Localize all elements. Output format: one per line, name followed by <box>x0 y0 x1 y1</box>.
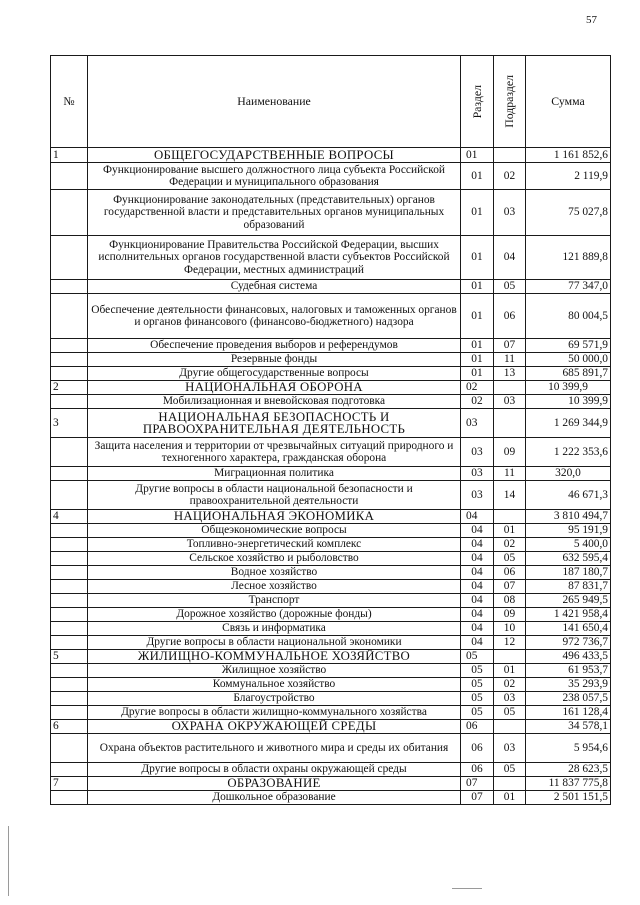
row-razdel: 01 <box>461 353 494 367</box>
table-row <box>51 566 611 580</box>
row-name: Миграционная политика <box>88 467 461 481</box>
row-summa: 69 571,9 <box>526 339 611 353</box>
row-number <box>51 580 88 594</box>
table-row <box>51 763 611 777</box>
row-number: 6 <box>51 720 88 734</box>
row-number <box>51 692 88 706</box>
row-number <box>51 524 88 538</box>
row-number: 7 <box>51 777 88 791</box>
row-name: ОХРАНА ОКРУЖАЮЩЕЙ СРЕДЫ <box>88 720 461 734</box>
row-summa: 35 293,9 <box>526 678 611 692</box>
header-razdel <box>461 56 494 148</box>
row-podrazdel: 03 <box>494 734 526 763</box>
row-summa: 496 433,5 <box>526 650 611 664</box>
row-podrazdel: 11 <box>494 353 526 367</box>
table-row <box>51 636 611 650</box>
row-number <box>51 734 88 763</box>
row-podrazdel: 04 <box>494 236 526 280</box>
row-podrazdel: 07 <box>494 339 526 353</box>
row-podrazdel: 06 <box>494 294 526 339</box>
table-row <box>51 236 611 280</box>
row-razdel: 06 <box>461 763 494 777</box>
budget-table <box>50 55 611 805</box>
row-summa: 265 949,5 <box>526 594 611 608</box>
row-podrazdel: 02 <box>494 678 526 692</box>
row-name: Другие вопросы в области национальной экономики <box>88 636 461 650</box>
row-razdel: 01 <box>461 236 494 280</box>
row-number <box>51 467 88 481</box>
table-row <box>51 339 611 353</box>
row-razdel: 02 <box>461 381 494 395</box>
row-name: НАЦИОНАЛЬНАЯ ЭКОНОМИКА <box>88 510 461 524</box>
row-razdel: 06 <box>461 734 494 763</box>
row-number <box>51 236 88 280</box>
row-name: ОБЩЕГОСУДАРСТВЕННЫЕ ВОПРОСЫ <box>88 148 461 163</box>
row-number <box>51 438 88 467</box>
row-name: Функционирование Правительства Российской Федерации, высших исполнительных органов государственной власти субъектов Российской Федерации, местных администраций <box>88 236 461 280</box>
row-summa: 87 831,7 <box>526 580 611 594</box>
row-summa: 80 004,5 <box>526 294 611 339</box>
table-header-row <box>51 56 611 148</box>
row-razdel: 05 <box>461 664 494 678</box>
row-name: НАЦИОНАЛЬНАЯ ОБОРОНА <box>88 381 461 395</box>
table-row <box>51 622 611 636</box>
row-summa: 3 810 494,7 <box>526 510 611 524</box>
row-number <box>51 163 88 190</box>
page-number: 57 <box>586 14 597 26</box>
row-razdel: 07 <box>461 777 494 791</box>
row-podrazdel: 02 <box>494 163 526 190</box>
row-podrazdel: 12 <box>494 636 526 650</box>
table-row <box>51 163 611 190</box>
row-razdel: 01 <box>461 294 494 339</box>
row-number <box>51 566 88 580</box>
row-razdel: 04 <box>461 594 494 608</box>
table-body <box>51 148 611 805</box>
row-name: ОБРАЗОВАНИЕ <box>88 777 461 791</box>
row-name: Другие вопросы в области жилищно-коммунального хозяйства <box>88 706 461 720</box>
row-number <box>51 622 88 636</box>
row-name: Сельское хозяйство и рыболовство <box>88 552 461 566</box>
row-razdel: 01 <box>461 190 494 236</box>
row-podrazdel: 10 <box>494 622 526 636</box>
row-summa: 161 128,4 <box>526 706 611 720</box>
row-name: Обеспечение деятельности финансовых, налоговых и таможенных органов и органов финансового (финансово-бюджетного) надзора <box>88 294 461 339</box>
row-razdel: 04 <box>461 636 494 650</box>
table-row <box>51 791 611 805</box>
row-number <box>51 395 88 409</box>
row-number <box>51 339 88 353</box>
row-razdel: 07 <box>461 791 494 805</box>
row-number: 3 <box>51 409 88 438</box>
table-row <box>51 481 611 510</box>
row-number <box>51 664 88 678</box>
row-name: Резервные фонды <box>88 353 461 367</box>
row-name: ЖИЛИЩНО-КОММУНАЛЬНОЕ ХОЗЯЙСТВО <box>88 650 461 664</box>
row-podrazdel: 01 <box>494 664 526 678</box>
row-summa: 5 400,0 <box>526 538 611 552</box>
row-summa: 320,0 <box>526 467 611 481</box>
row-summa: 685 891,7 <box>526 367 611 381</box>
table-row <box>51 552 611 566</box>
row-podrazdel <box>494 777 526 791</box>
table-row <box>51 395 611 409</box>
row-summa: 5 954,6 <box>526 734 611 763</box>
row-summa: 632 595,4 <box>526 552 611 566</box>
table-row <box>51 706 611 720</box>
row-number <box>51 367 88 381</box>
row-podrazdel: 05 <box>494 552 526 566</box>
row-podrazdel: 03 <box>494 395 526 409</box>
row-name: Другие общегосударственные вопросы <box>88 367 461 381</box>
table-row <box>51 692 611 706</box>
row-name: Транспорт <box>88 594 461 608</box>
row-number <box>51 538 88 552</box>
row-razdel: 03 <box>461 481 494 510</box>
row-name: Другие вопросы в области национальной безопасности и правоохранительной деятельности <box>88 481 461 510</box>
row-name: Функционирование законодательных (представительных) органов государственной власти и представительных органов муниципальных образований <box>88 190 461 236</box>
header-razdel-label: Раздел <box>469 84 484 119</box>
row-razdel: 01 <box>461 280 494 294</box>
row-number <box>51 280 88 294</box>
header-summa: Сумма <box>526 56 611 148</box>
row-podrazdel: 07 <box>494 580 526 594</box>
row-name: Судебная система <box>88 280 461 294</box>
row-number: 2 <box>51 381 88 395</box>
row-razdel: 01 <box>461 339 494 353</box>
row-number: 5 <box>51 650 88 664</box>
row-podrazdel: 09 <box>494 438 526 467</box>
row-podrazdel: 01 <box>494 791 526 805</box>
table-row <box>51 467 611 481</box>
row-name: Функционирование высшего должностного лица субъекта Российской Федерации и муниципального образования <box>88 163 461 190</box>
row-podrazdel: 05 <box>494 706 526 720</box>
row-summa: 1 222 353,6 <box>526 438 611 467</box>
row-name: Дорожное хозяйство (дорожные фонды) <box>88 608 461 622</box>
row-name: Коммунальное хозяйство <box>88 678 461 692</box>
row-number <box>51 594 88 608</box>
row-number <box>51 190 88 236</box>
row-podrazdel <box>494 409 526 438</box>
row-number <box>51 481 88 510</box>
row-summa: 972 736,7 <box>526 636 611 650</box>
row-razdel: 02 <box>461 395 494 409</box>
row-podrazdel: 05 <box>494 280 526 294</box>
section-row <box>51 148 611 163</box>
row-name: Защита населения и территории от чрезвычайных ситуаций природного и техногенного характера, гражданская оборона <box>88 438 461 467</box>
row-number: 1 <box>51 148 88 163</box>
row-razdel: 01 <box>461 367 494 381</box>
row-podrazdel: 06 <box>494 566 526 580</box>
row-razdel: 01 <box>461 163 494 190</box>
row-name: Охрана объектов растительного и животного мира и среды их обитания <box>88 734 461 763</box>
row-razdel: 05 <box>461 692 494 706</box>
row-razdel: 01 <box>461 148 494 163</box>
table-row <box>51 524 611 538</box>
table-row <box>51 280 611 294</box>
row-podrazdel: 05 <box>494 763 526 777</box>
table-row <box>51 190 611 236</box>
row-name: НАЦИОНАЛЬНАЯ БЕЗОПАСНОСТЬ И ПРАВООХРАНИТЕЛЬНАЯ ДЕЯТЕЛЬНОСТЬ <box>88 409 461 438</box>
row-summa: 11 837 775,8 <box>526 777 611 791</box>
row-summa: 1 269 344,9 <box>526 409 611 438</box>
table-row <box>51 734 611 763</box>
row-podrazdel: 08 <box>494 594 526 608</box>
table-row <box>51 664 611 678</box>
section-row <box>51 409 611 438</box>
row-number <box>51 706 88 720</box>
row-razdel: 03 <box>461 409 494 438</box>
table-row <box>51 438 611 467</box>
row-summa: 1 421 958,4 <box>526 608 611 622</box>
row-razdel: 04 <box>461 552 494 566</box>
row-podrazdel: 03 <box>494 190 526 236</box>
table-row <box>51 353 611 367</box>
row-name: Связь и информатика <box>88 622 461 636</box>
row-razdel: 04 <box>461 524 494 538</box>
table-row <box>51 294 611 339</box>
row-number <box>51 678 88 692</box>
row-podrazdel: 13 <box>494 367 526 381</box>
row-podrazdel <box>494 650 526 664</box>
row-razdel: 04 <box>461 538 494 552</box>
row-podrazdel <box>494 510 526 524</box>
row-razdel: 06 <box>461 720 494 734</box>
row-name: Водное хозяйство <box>88 566 461 580</box>
row-razdel: 05 <box>461 650 494 664</box>
table-row <box>51 367 611 381</box>
row-summa: 75 027,8 <box>526 190 611 236</box>
table-row <box>51 678 611 692</box>
row-summa: 34 578,1 <box>526 720 611 734</box>
header-number: № <box>51 56 88 148</box>
row-summa: 121 889,8 <box>526 236 611 280</box>
row-podrazdel <box>494 148 526 163</box>
row-name: Мобилизационная и вневойсковая подготовка <box>88 395 461 409</box>
row-summa: 1 161 852,6 <box>526 148 611 163</box>
row-razdel: 04 <box>461 580 494 594</box>
row-number: 4 <box>51 510 88 524</box>
row-number <box>51 763 88 777</box>
row-number <box>51 608 88 622</box>
row-podrazdel <box>494 381 526 395</box>
row-summa: 141 650,4 <box>526 622 611 636</box>
row-razdel: 05 <box>461 678 494 692</box>
row-razdel: 04 <box>461 622 494 636</box>
row-number <box>51 636 88 650</box>
row-razdel: 03 <box>461 467 494 481</box>
row-summa: 46 671,3 <box>526 481 611 510</box>
row-podrazdel: 11 <box>494 467 526 481</box>
row-podrazdel <box>494 720 526 734</box>
header-podrazdel <box>494 56 526 148</box>
row-name: Дошкольное образование <box>88 791 461 805</box>
row-number <box>51 353 88 367</box>
row-summa: 10 399,9 <box>526 381 611 395</box>
row-name: Топливно-энергетический комплекс <box>88 538 461 552</box>
row-name: Другие вопросы в области охраны окружающей среды <box>88 763 461 777</box>
row-summa: 95 191,9 <box>526 524 611 538</box>
section-row <box>51 650 611 664</box>
row-summa: 2 501 151,5 <box>526 791 611 805</box>
row-summa: 238 057,5 <box>526 692 611 706</box>
row-summa: 28 623,5 <box>526 763 611 777</box>
row-podrazdel: 14 <box>494 481 526 510</box>
table-row <box>51 608 611 622</box>
header-podrazdel-label: Подраздел <box>502 75 517 128</box>
row-podrazdel: 09 <box>494 608 526 622</box>
row-name: Лесное хозяйство <box>88 580 461 594</box>
row-summa: 10 399,9 <box>526 395 611 409</box>
row-summa: 61 953,7 <box>526 664 611 678</box>
row-summa: 77 347,0 <box>526 280 611 294</box>
header-name: Наименование <box>88 56 461 148</box>
row-razdel: 04 <box>461 566 494 580</box>
table-row <box>51 538 611 552</box>
row-razdel: 03 <box>461 438 494 467</box>
row-number <box>51 294 88 339</box>
scan-artifact <box>452 888 482 889</box>
section-row <box>51 381 611 395</box>
row-razdel: 04 <box>461 510 494 524</box>
row-summa: 187 180,7 <box>526 566 611 580</box>
section-row <box>51 510 611 524</box>
section-row <box>51 777 611 791</box>
row-name: Жилищное хозяйство <box>88 664 461 678</box>
row-number <box>51 552 88 566</box>
table-row <box>51 594 611 608</box>
row-name: Благоустройство <box>88 692 461 706</box>
row-name: Общеэкономические вопросы <box>88 524 461 538</box>
row-razdel: 04 <box>461 608 494 622</box>
row-summa: 2 119,9 <box>526 163 611 190</box>
row-podrazdel: 01 <box>494 524 526 538</box>
scan-artifact <box>8 826 9 896</box>
table-row <box>51 580 611 594</box>
row-razdel: 05 <box>461 706 494 720</box>
row-summa: 50 000,0 <box>526 353 611 367</box>
row-podrazdel: 03 <box>494 692 526 706</box>
row-podrazdel: 02 <box>494 538 526 552</box>
row-name: Обеспечение проведения выборов и референдумов <box>88 339 461 353</box>
row-number <box>51 791 88 805</box>
section-row <box>51 720 611 734</box>
